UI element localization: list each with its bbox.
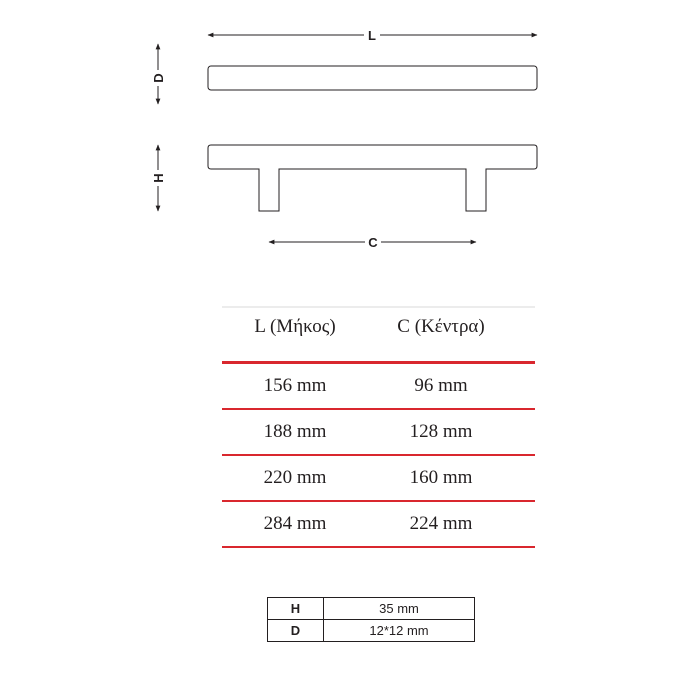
- center-label: C: [368, 235, 378, 250]
- table-row: [222, 364, 535, 410]
- spec-value: 35 mm: [324, 598, 475, 620]
- length-value: 284 mm: [263, 513, 327, 534]
- length-value: 188 mm: [263, 421, 327, 442]
- table-row: [222, 456, 535, 502]
- depth-dimension: [151, 44, 166, 104]
- center-value: 128 mm: [409, 421, 473, 442]
- handle-technical-drawing: [0, 0, 682, 300]
- center-value: 96 mm: [414, 375, 468, 396]
- header-center: C (Κέντρα): [397, 316, 485, 337]
- size-table-header: [222, 308, 535, 364]
- spec-key: D: [268, 620, 324, 642]
- spec-key: H: [268, 598, 324, 620]
- height-dimension: [151, 145, 166, 211]
- height-label: H: [151, 173, 166, 183]
- spec-row-height: [268, 598, 475, 620]
- handle-top-view: [208, 66, 537, 90]
- center-value: 224 mm: [409, 513, 473, 534]
- header-length: L (Μήκος): [254, 316, 336, 337]
- center-dimension: [269, 235, 476, 250]
- table-row: [222, 502, 535, 548]
- length-dimension: [208, 28, 537, 43]
- length-value: 220 mm: [263, 467, 327, 488]
- spec-row-depth: [268, 620, 475, 642]
- spec-value: 12*12 mm: [324, 620, 475, 642]
- spec-table: [267, 597, 475, 642]
- length-label: L: [368, 28, 376, 43]
- depth-label: D: [151, 73, 166, 83]
- center-value: 160 mm: [409, 467, 473, 488]
- size-table: [222, 308, 535, 548]
- handle-side-view: [208, 145, 537, 211]
- length-value: 156 mm: [263, 375, 327, 396]
- table-row: [222, 410, 535, 456]
